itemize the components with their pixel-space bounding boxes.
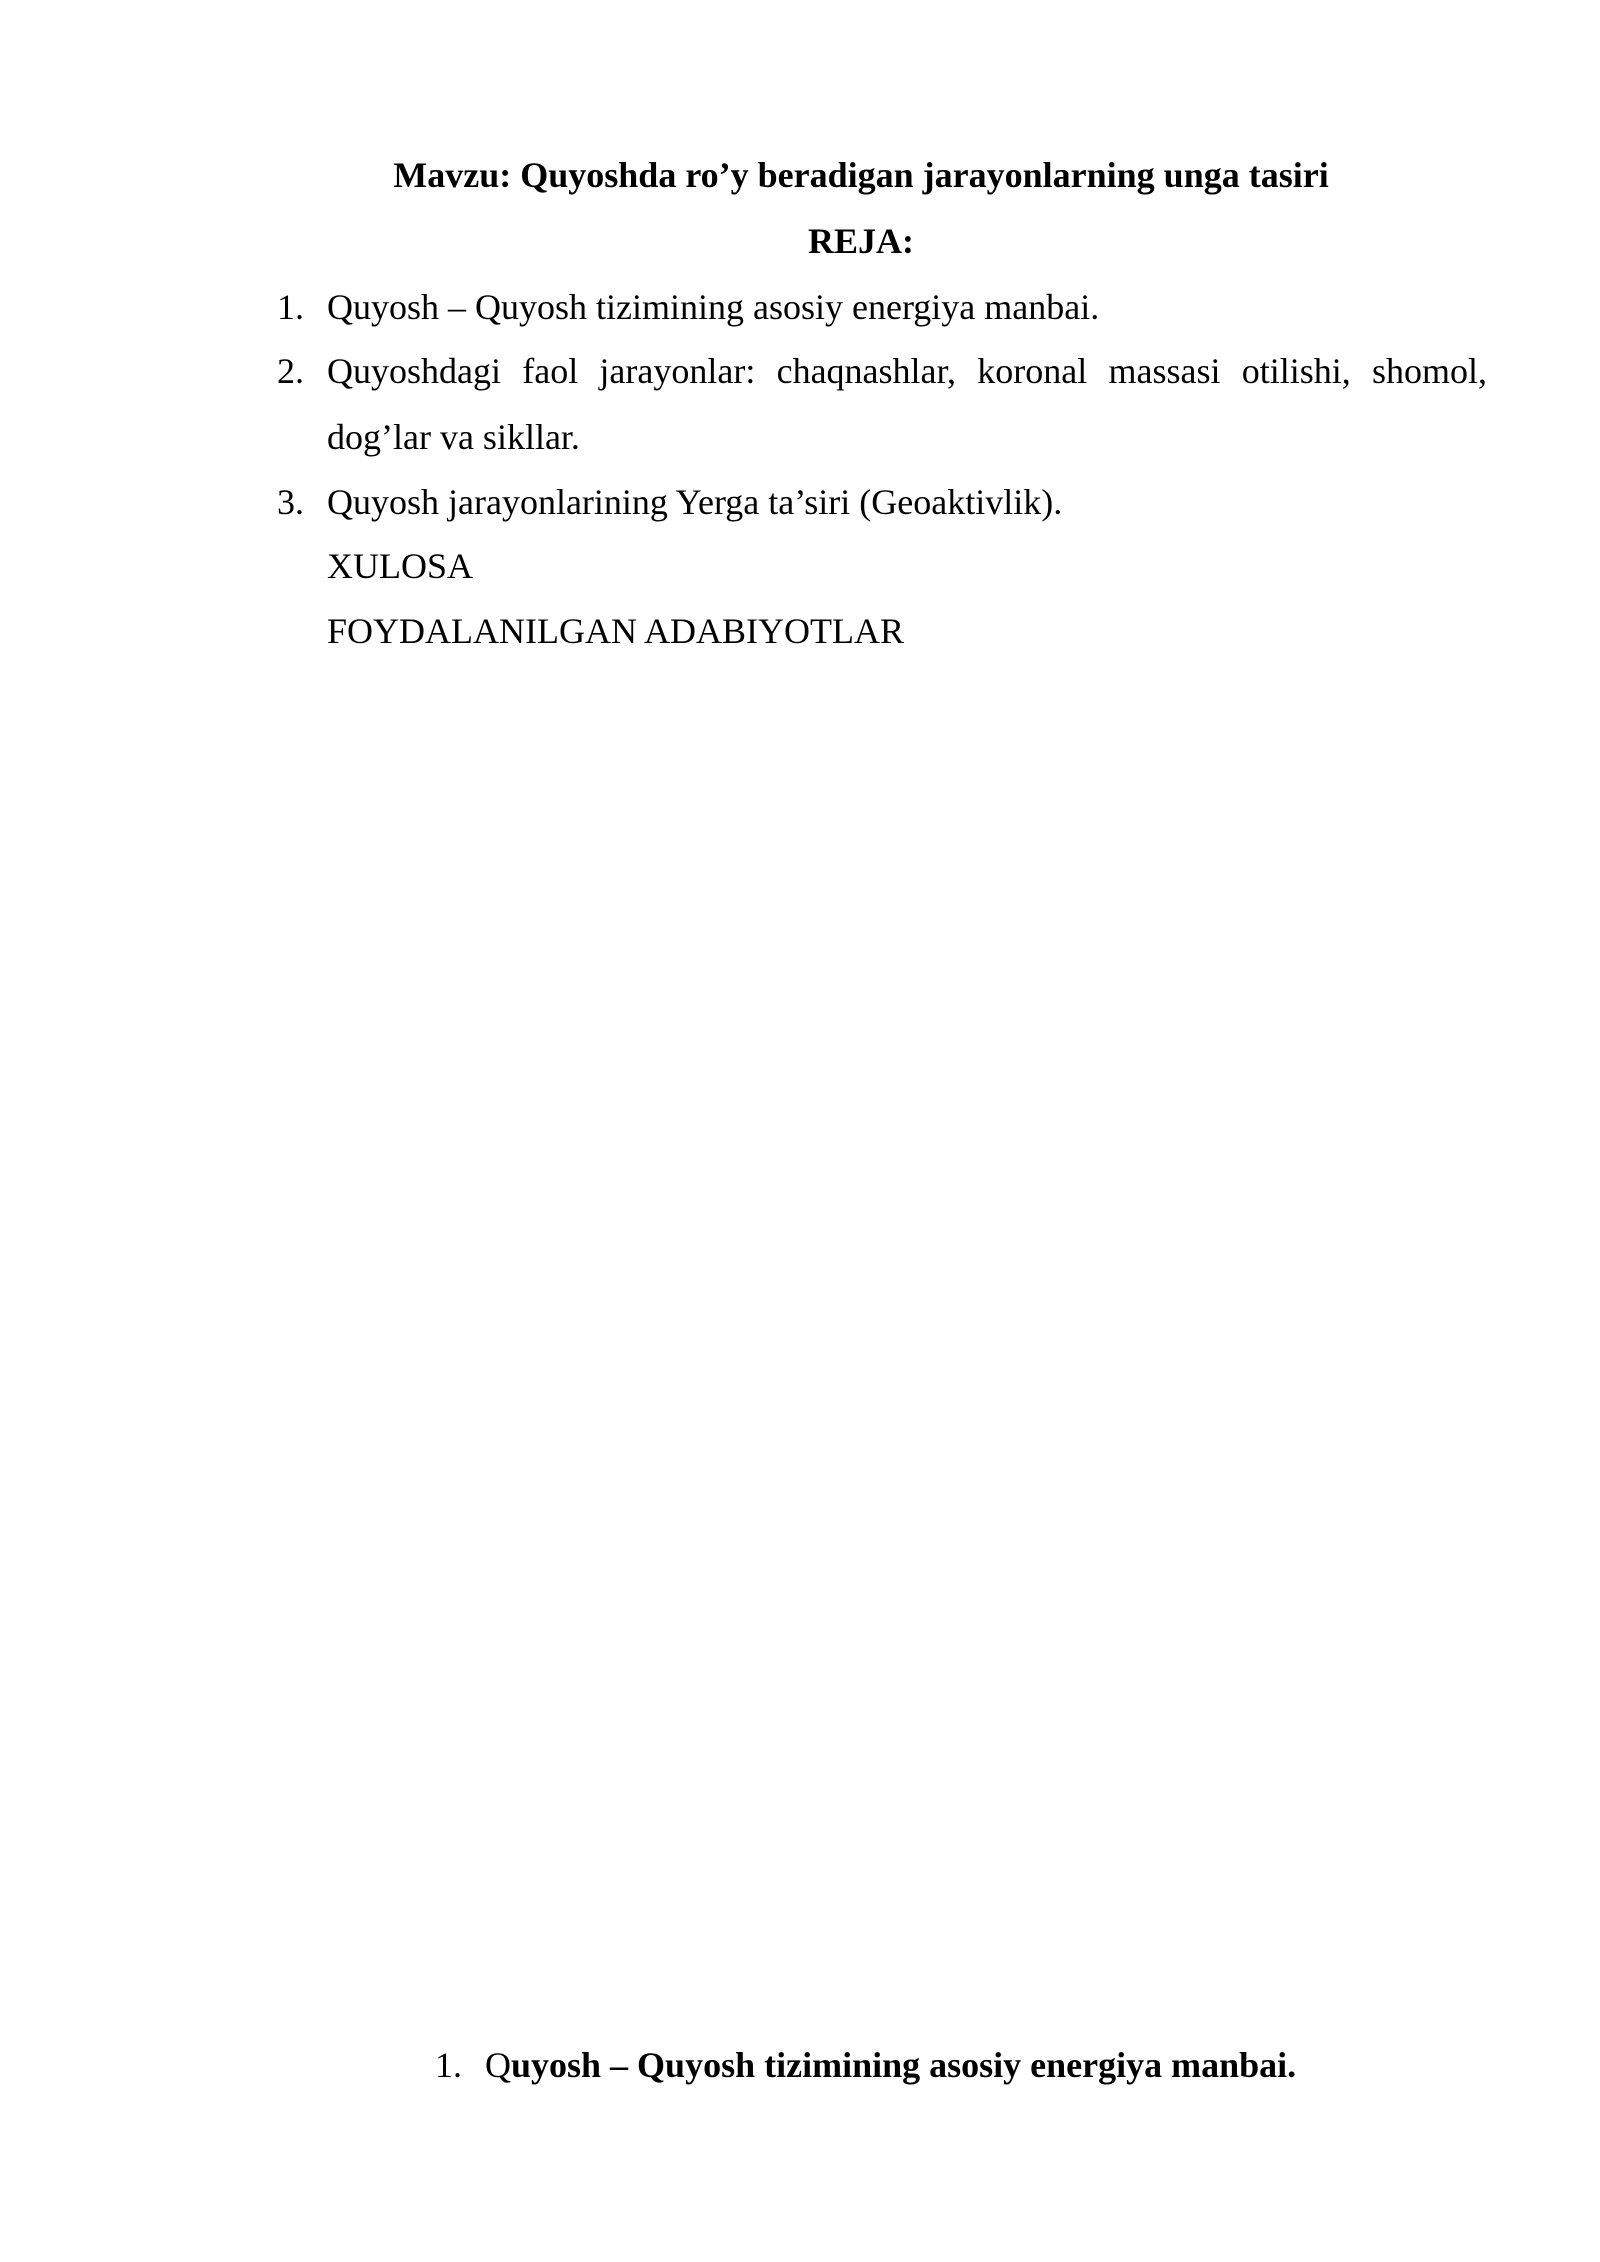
section-heading-first-letter: Q bbox=[485, 2045, 511, 2085]
document-title: Mavzu: Quyoshda ro’y beradigan jarayonlarning unga tasiri bbox=[393, 155, 1329, 195]
plan-item-number: 2. bbox=[277, 351, 304, 391]
conclusion-entry: XULOSA bbox=[327, 546, 474, 586]
plan-item-2-continuation: dog’lar va sikllar. bbox=[327, 417, 580, 457]
section-heading-number: 1. bbox=[435, 2045, 462, 2085]
plan-item-number: 1. bbox=[277, 287, 304, 327]
references-entry: FOYDALANILGAN ADABIYOTLAR bbox=[327, 611, 904, 651]
plan-item-text: Quyoshdagi faol jarayonlar: chaqnashlar, koronal massasi otilishi, shomol, bbox=[327, 351, 1487, 391]
plan-heading: REJA: bbox=[808, 221, 914, 261]
section-heading-rest: uyosh – Quyosh tizimining asosiy energiya manbai. bbox=[511, 2045, 1297, 2085]
section-heading-text bbox=[485, 2040, 1296, 2090]
plan-item-number: 3. bbox=[277, 482, 304, 522]
plan-item-text: Quyosh – Quyosh tizimining asosiy energiya manbai. bbox=[327, 287, 1100, 327]
plan-item-text: Quyosh jarayonlarining Yerga ta’siri (Geoaktivlik). bbox=[327, 482, 1063, 522]
